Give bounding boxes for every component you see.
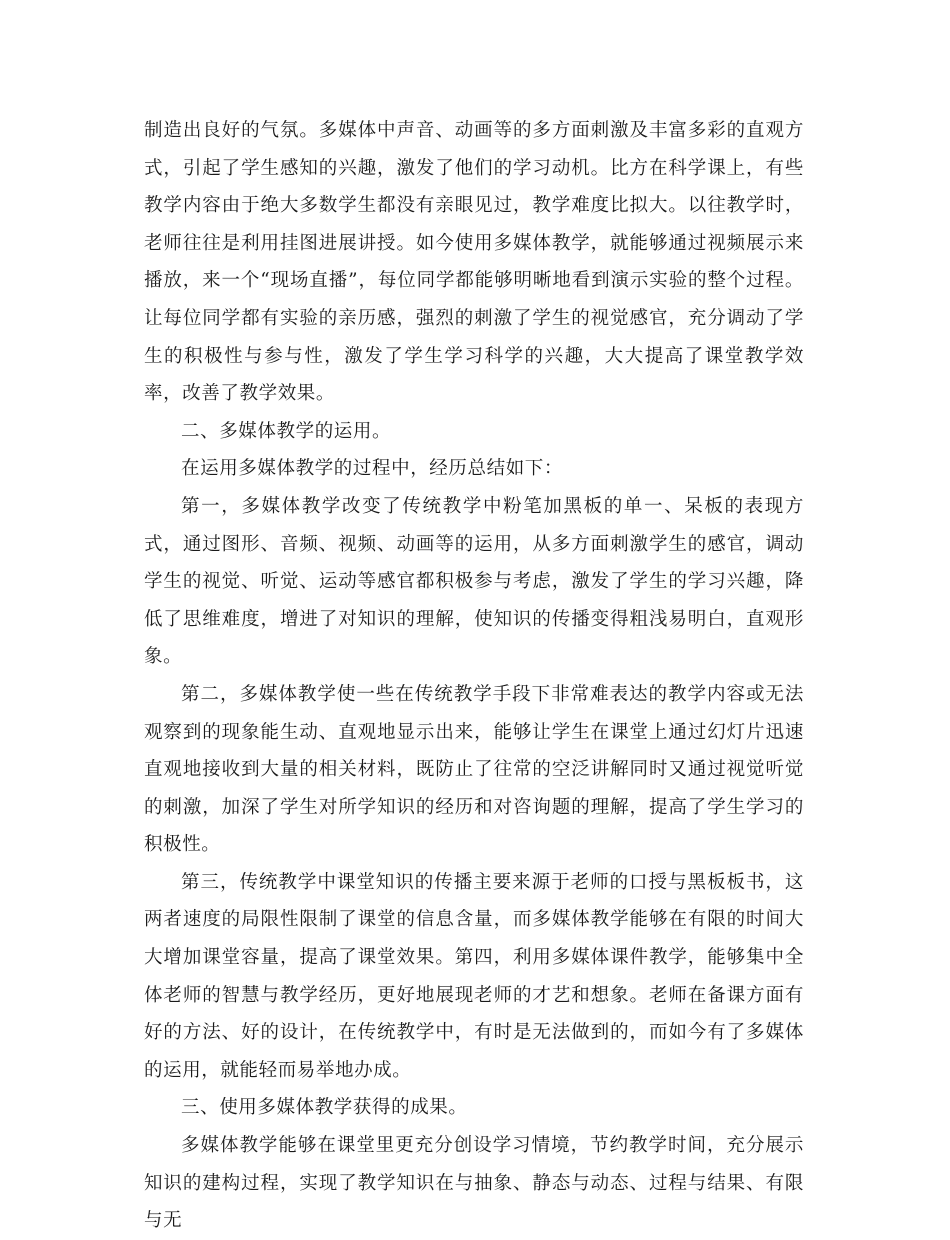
paragraph-point-1: 第一，多媒体教学改变了传统教学中粉笔加黑板的单一、呆板的表现方式，通过图形、音频、视频、动画等的运用，从多方面刺激学生的感官，调动学生的视觉、听觉、运动等感官都积极参与考虑，激发了学生的学习兴趣，降低了思维难度，增进了对知识的理解，使知识的传播变得粗浅易明白，直观形象。	[144, 495, 804, 668]
paragraph-continuation: 制造出良好的气氛。多媒体中声音、动画等的多方面刺激及丰富多彩的直观方式，引起了学生感知的兴趣，激发了他们的学习动机。比方在科学课上，有些教学内容由于绝大多数学生都没有亲眼见过，教学难度比拟大。以往教学时，老师往往是利用挂图进展讲授。如今使用多媒体教学，就能够通过视频展示来播放，来一个“现场直播”，每位同学都能够明晰地看到演示实验的整个过程。让每位同学都有实验的亲历感，强烈的刺激了学生的视觉感官，充分调动了学生的积极性与参与性，激发了学生学习科学的兴趣，大大提高了课堂教学效率，改善了教学效果。	[144, 120, 804, 405]
paragraph-intro: 在运用多媒体教学的过程中，经历总结如下：	[181, 458, 564, 480]
paragraph-point-3-4: 第三，传统教学中课堂知识的传播主要来源于老师的口授与黑板板书，这两者速度的局限性限制了课堂的信息含量，而多媒体教学能够在有限的时间大大增加课堂容量，提高了课堂效果。第四，利用多媒体课件教学，能够集中全体老师的智慧与教学经历，更好地展现老师的才艺和想象。老师在备课方面有好的方法、好的设计，在传统教学中，有时是无法做到的，而如今有了多媒体的运用，就能轻而易举地办成。	[144, 871, 804, 1081]
document-body	[144, 112, 804, 1240]
section-heading-3: 三、使用多媒体教学获得的成果。	[181, 1097, 468, 1119]
section-heading-2: 二、多媒体教学的运用。	[181, 420, 392, 442]
paragraph-point-2: 第二，多媒体教学使一些在传统教学手段下非常难表达的教学内容或无法观察到的现象能生动、直观地显示出来，能够让学生在课堂上通过幻灯片迅速直观地接收到大量的相关材料，既防止了往常的空泛讲解同时又通过视觉听觉的刺激，加深了学生对所学知识的经历和对咨询题的理解，提高了学生学习的积极性。	[144, 683, 804, 856]
paragraph-results: 多媒体教学能够在课堂里更充分创设学习情境，节约教学时间，充分展示知识的建构过程，实现了教学知识在与抽象、静态与动态、过程与结果、有限与无	[144, 1135, 804, 1232]
